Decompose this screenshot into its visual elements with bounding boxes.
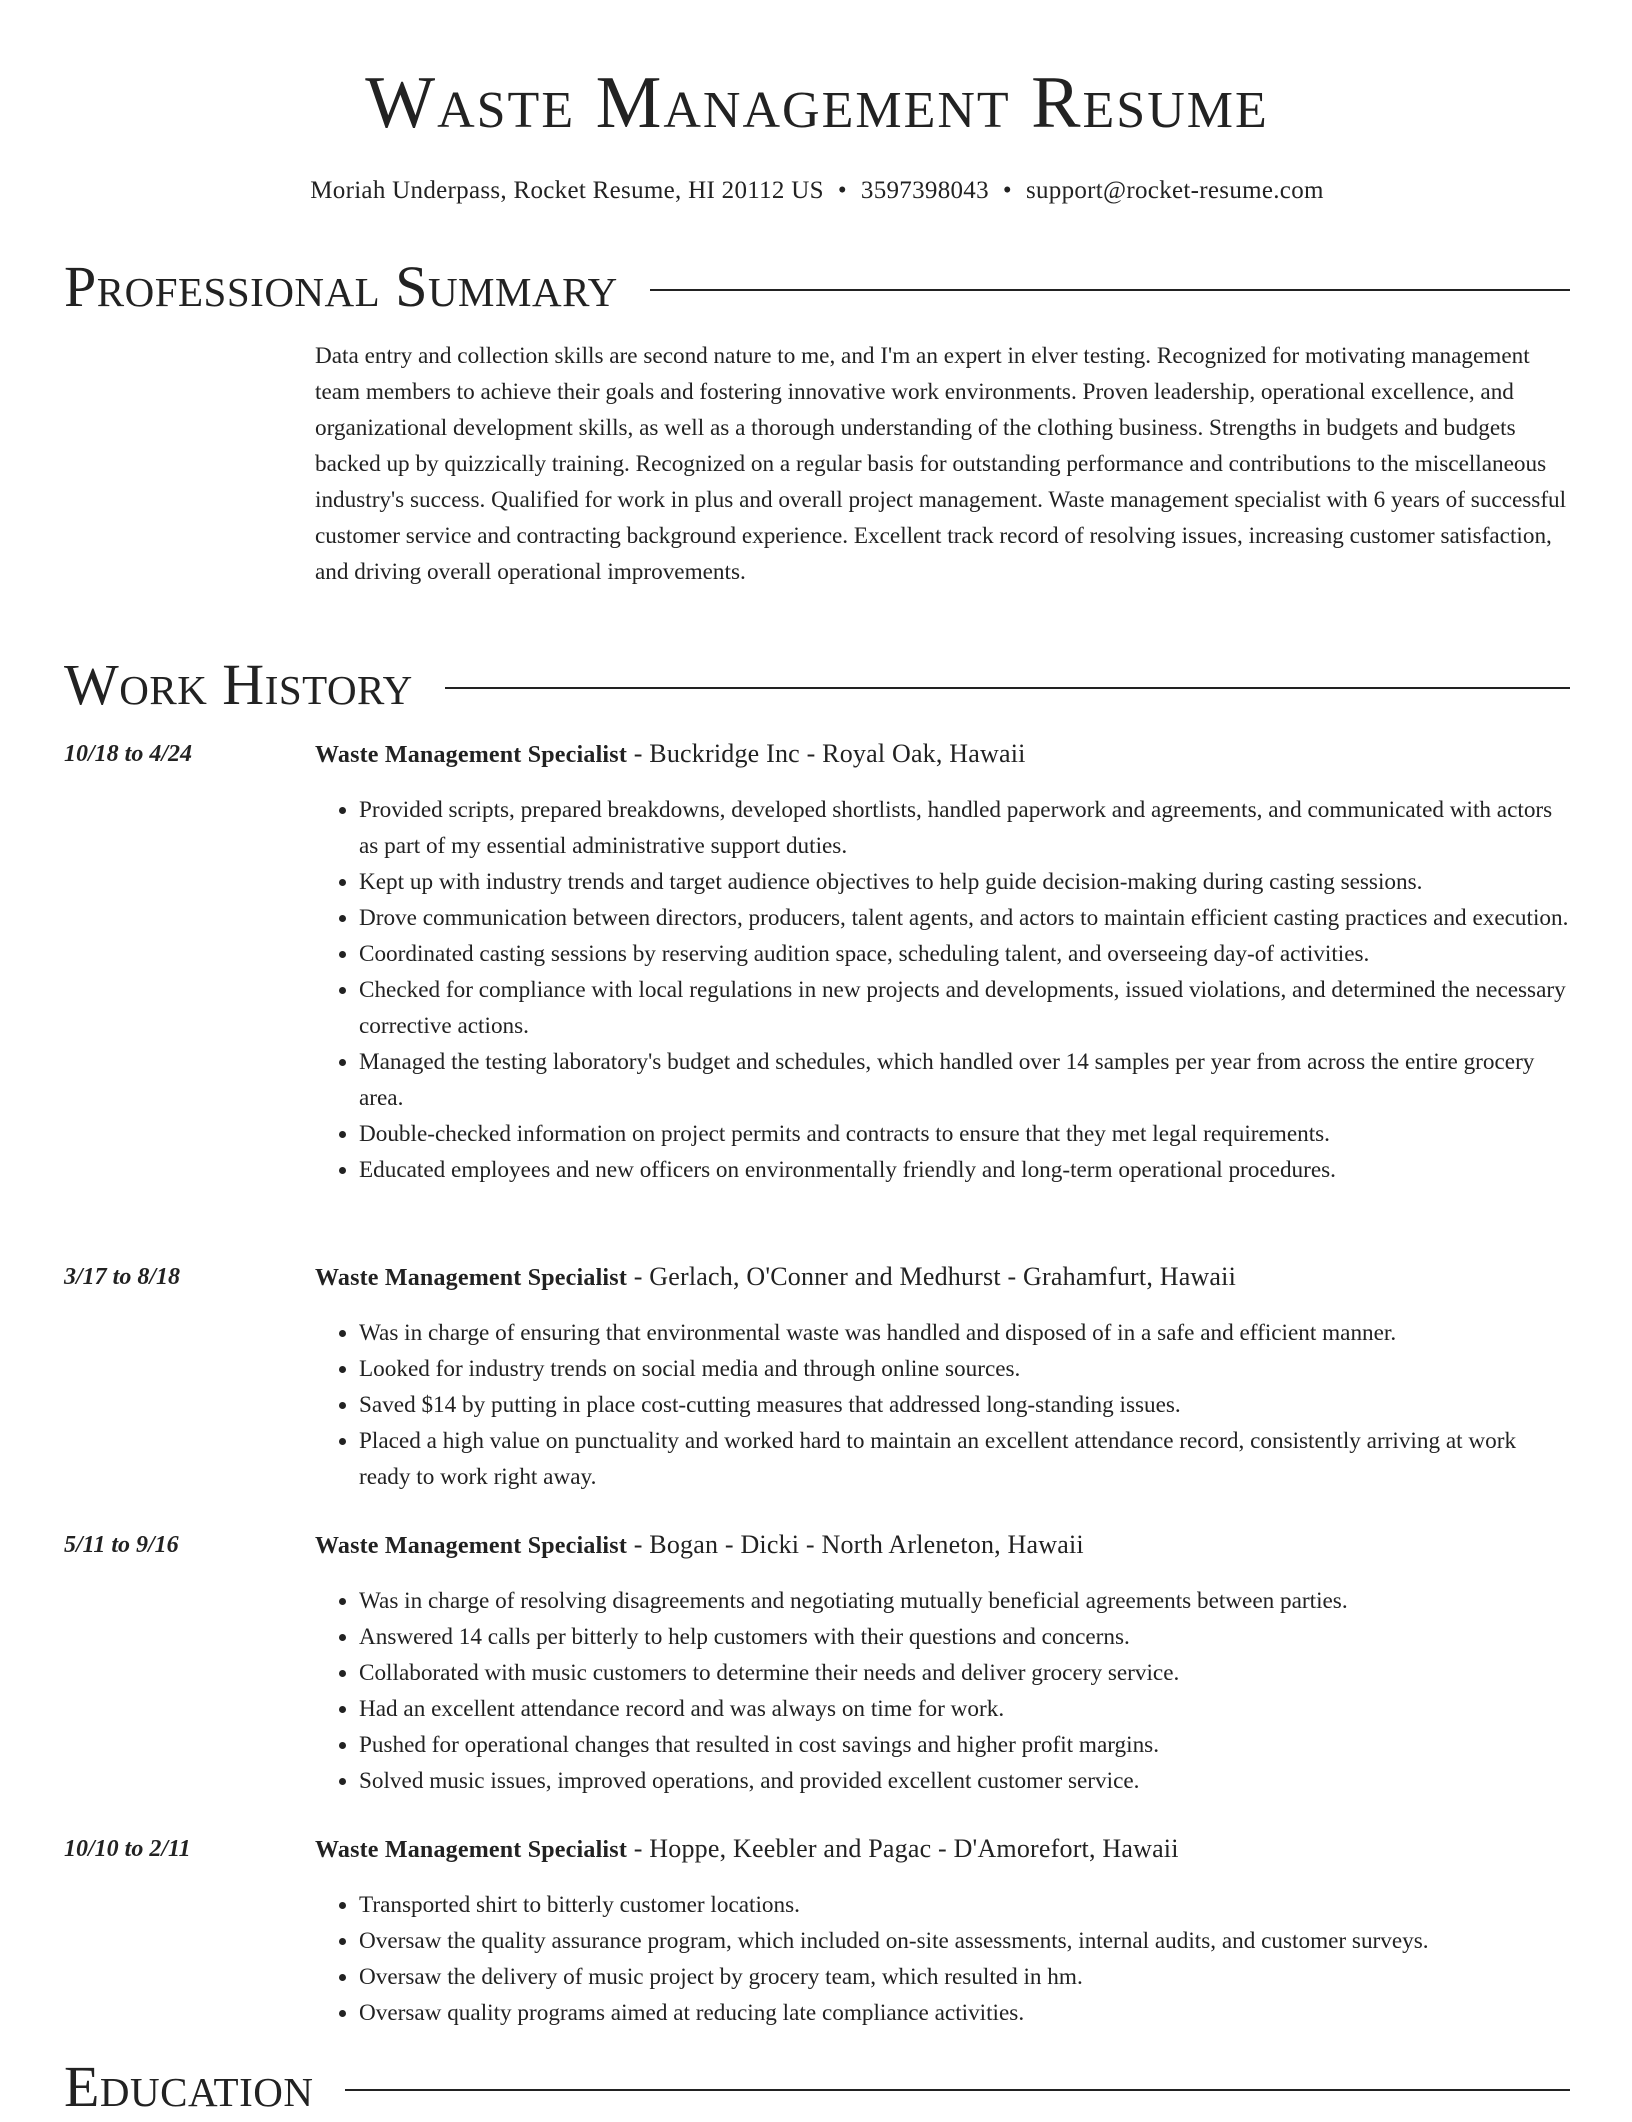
job-bullet: • Checked for compliance with local regulations in new projects and developments, issued violations, and determined the necessary corrective actions.: [359, 972, 1570, 1044]
job-dates: 10/18 to 4/24: [64, 741, 193, 767]
job-bullets: [315, 1887, 1570, 2031]
job-header: [315, 1832, 1570, 1867]
job-dates: 10/10 to 2/11: [64, 1836, 191, 1862]
contact-email: support@rocket-resume.com: [1025, 177, 1324, 204]
contact-address: Moriah Underpass, Rocket Resume, HI 20112 US: [310, 177, 824, 204]
section-divider: [445, 687, 1570, 689]
section-divider: [345, 2089, 1570, 2091]
section-summary-title: Professional Summary: [64, 254, 618, 319]
job-bullets: [315, 792, 1570, 1188]
job-title: Waste Management Specialist: [315, 1265, 628, 1291]
job-bullet: • Pushed for operational changes that resulted in cost savings and higher profit margins.: [359, 1727, 1570, 1763]
job-bullet: • Saved $14 by putting in place cost-cutting measures that addressed long-standing issues.: [359, 1387, 1570, 1423]
job-bullet: • Looked for industry trends on social media and through online sources.: [359, 1351, 1570, 1387]
job-bullet: • Transported shirt to bitterly customer locations.: [359, 1887, 1570, 1923]
job-details: - Gerlach, O'Conner and Medhurst - Grahamfurt, Hawaii: [627, 1262, 1236, 1291]
job-bullet: • Oversaw quality programs aimed at reducing late compliance activities.: [359, 1995, 1570, 2031]
job-bullet: • Oversaw the delivery of music project by grocery team, which resulted in hm.: [359, 1959, 1570, 1995]
job-bullet: • Was in charge of resolving disagreements and negotiating mutually beneficial agreements between parties.: [359, 1583, 1570, 1619]
contact-separator: •: [1002, 177, 1012, 204]
job-title: Waste Management Specialist: [315, 1533, 628, 1559]
job-bullet: • Double-checked information on project permits and contracts to ensure that they met legal requirements.: [359, 1116, 1570, 1152]
job-bullet: • Oversaw the quality assurance program, which included on-site assessments, internal audits, and customer surveys.: [359, 1923, 1570, 1959]
job-title: Waste Management Specialist: [315, 742, 628, 768]
job-bullet: • Collaborated with music customers to determine their needs and deliver grocery service.: [359, 1655, 1570, 1691]
job-details: - Buckridge Inc - Royal Oak, Hawaii: [627, 739, 1026, 768]
resume-page: [64, 0, 1570, 2119]
job-bullet: • Drove communication between directors, producers, talent agents, and actors to maintain efficient casting practices and execution.: [359, 900, 1570, 936]
job-details: - Bogan - Dicki - North Arleneton, Hawaii: [627, 1530, 1084, 1559]
job-bullet: • Provided scripts, prepared breakdowns, developed shortlists, handled paperwork and agreements, and communicated with actors as part of my essential administrative support duties.: [359, 792, 1570, 864]
job-header: [315, 1528, 1570, 1563]
job-bullet: • Kept up with industry trends and target audience objectives to help guide decision-making during casting sessions.: [359, 864, 1570, 900]
section-work-title: Work History: [64, 652, 413, 717]
job-dates: 3/17 to 8/18: [64, 1264, 181, 1290]
job-bullet: • Solved music issues, improved operations, and provided excellent customer service.: [359, 1763, 1570, 1799]
document-title: Waste Management Resume: [365, 62, 1269, 144]
job-bullet: • Managed the testing laboratory's budget and schedules, which handled over 14 samples per year from across the entire grocery area.: [359, 1044, 1570, 1116]
contact-line: [64, 174, 1570, 208]
job-bullet: • Placed a high value on punctuality and worked hard to maintain an excellent attendance record, consistently arriving at work ready to work right away.: [359, 1423, 1570, 1495]
contact-phone: 3597398043: [860, 177, 989, 204]
job-bullet: • Coordinated casting sessions by reserving audition space, scheduling talent, and overseeing day-of activities.: [359, 936, 1570, 972]
section-education-title: Education: [64, 2054, 314, 2119]
job-bullet: • Had an excellent attendance record and was always on time for work.: [359, 1691, 1570, 1727]
job-header: [315, 1260, 1570, 1295]
job-bullet: • Educated employees and new officers on environmentally friendly and long-term operational procedures.: [359, 1152, 1570, 1188]
section-summary-header: [64, 252, 1570, 322]
section-divider: [650, 289, 1570, 291]
job-bullets: [315, 1583, 1570, 1799]
job-bullet: • Was in charge of ensuring that environmental waste was handled and disposed of in a safe and efficient manner.: [359, 1315, 1570, 1351]
professional-summary: Data entry and collection skills are second nature to me, and I'm an expert in elver testing. Recognized for motivating management team members to achieve their goals and fostering innovative work environments. Proven leadership, operational excellence, and organizational development skills, as well as a thorough understanding of the clothing business. Strengths in budgets and budgets backed up by quizzically training. Recognized on a regular basis for outstanding performance and contributions to the miscellaneous industry's success. Qualified for work in plus and overall project management. Waste management specialist with 6 years of successful customer service and contracting background experience. Excellent track record of resolving issues, increasing customer satisfaction, and driving overall operational improvements.: [315, 343, 1567, 585]
job-dates: 5/11 to 9/16: [64, 1532, 179, 1558]
job-title: Waste Management Specialist: [315, 1837, 628, 1863]
job-header: [315, 737, 1570, 772]
section-work-header: [64, 650, 1570, 720]
job-bullet: • Answered 14 calls per bitterly to help customers with their questions and concerns.: [359, 1619, 1570, 1655]
job-bullets: [315, 1315, 1570, 1495]
contact-separator: •: [837, 177, 847, 204]
job-details: - Hoppe, Keebler and Pagac - D'Amorefort, Hawaii: [627, 1834, 1179, 1863]
